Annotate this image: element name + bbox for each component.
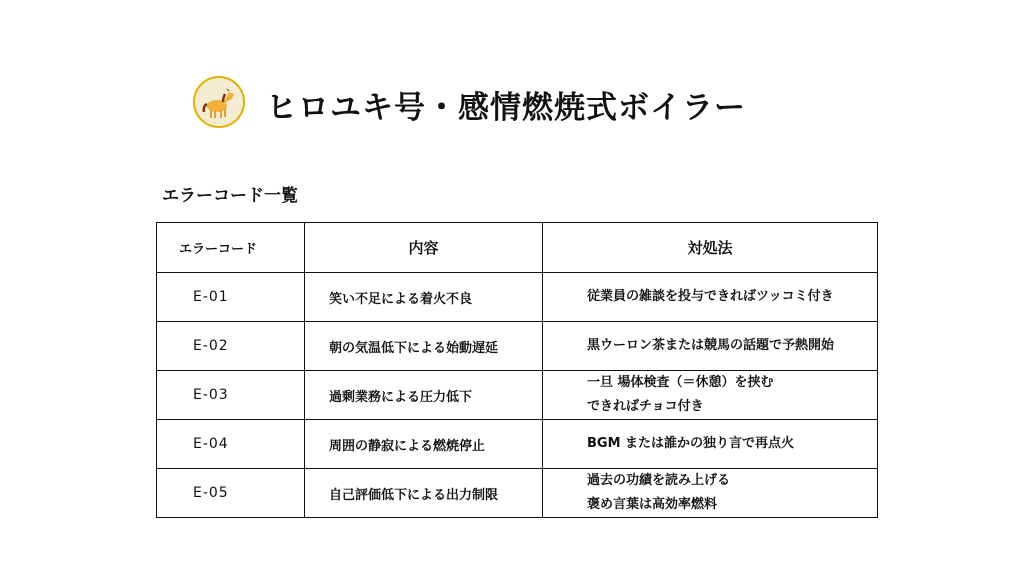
horse-logo-icon <box>193 76 245 128</box>
error-fix <box>543 469 878 518</box>
fix-line-1: 過去の功績を読み上げる <box>587 473 731 488</box>
section-subtitle: エラーコード一覧 <box>162 186 298 206</box>
table-row <box>157 420 878 469</box>
error-code: E-03 <box>157 371 305 420</box>
fix-line-1: BGM または誰かの独り言で再点火 <box>587 436 795 451</box>
fix-line-1: 従業員の雑談を投与できればツッコミ付き <box>587 289 834 304</box>
error-description: 過剰業務による圧力低下 <box>305 371 543 420</box>
error-description: 周囲の静寂による燃焼停止 <box>305 420 543 469</box>
fix-line-2: 褒め言葉は高効率燃料 <box>587 497 718 512</box>
table-header-row <box>157 223 878 273</box>
fix-line-1: 黒ウーロン茶または競馬の話題で予熱開始 <box>587 338 835 353</box>
error-code: E-02 <box>157 322 305 371</box>
error-description: 自己評価低下による出力制限 <box>305 469 543 518</box>
table-row <box>157 322 878 371</box>
error-fix <box>543 322 878 371</box>
error-description: 笑い不足による着火不良 <box>305 273 543 322</box>
error-fix <box>543 371 878 420</box>
horse-icon <box>199 82 239 122</box>
error-code: E-04 <box>157 420 305 469</box>
table-row <box>157 273 878 322</box>
fix-line-2: できればチョコ付き <box>587 399 704 414</box>
error-fix <box>543 273 878 322</box>
page-title: ヒロユキ号・感情燃焼式ボイラー <box>266 90 746 126</box>
error-fix <box>543 420 878 469</box>
fix-line-1: 一旦 場体検査（＝休憩）を挟む <box>587 375 774 390</box>
error-description: 朝の気温低下による始動遅延 <box>305 322 543 371</box>
header-code: エラーコード <box>157 223 305 273</box>
header-fix: 対処法 <box>543 223 878 273</box>
error-code: E-01 <box>157 273 305 322</box>
header-content: 内容 <box>305 223 543 273</box>
error-code-table <box>156 222 878 518</box>
error-code: E-05 <box>157 469 305 518</box>
table-row <box>157 469 878 518</box>
table-row <box>157 371 878 420</box>
